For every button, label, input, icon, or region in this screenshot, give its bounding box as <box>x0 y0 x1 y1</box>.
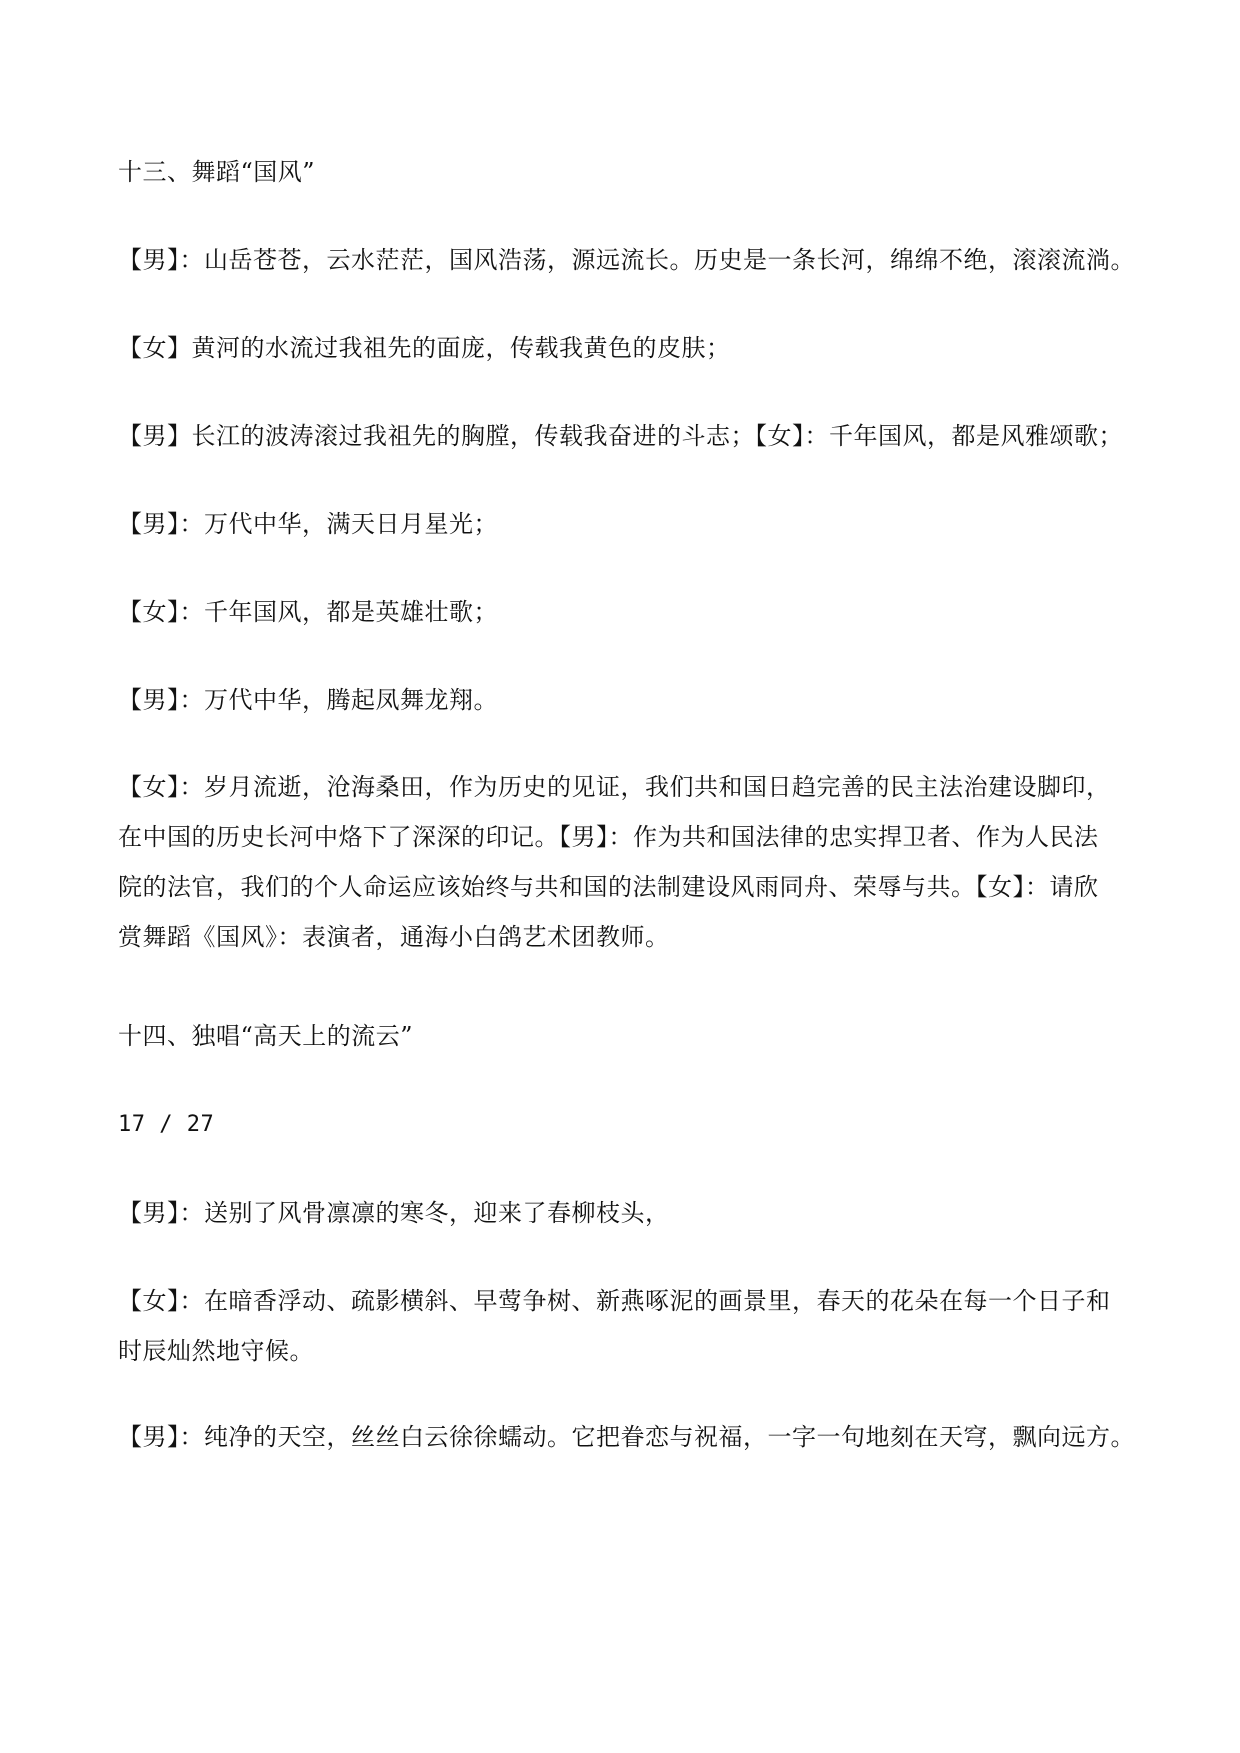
section-heading-14: 十四、独唱“高天上的流云” <box>118 1022 414 1050</box>
paragraph-row: 在中国的历史长河中烙下了深深的印记。【男】：作为共和国法律的忠实捍卫者、作为人民法 <box>118 823 1099 851</box>
section-heading-13: 十三、舞蹈“国风” <box>118 158 316 186</box>
paragraph-row: 赏舞蹈《国风》：表演者，通海小白鸽艺术团教师。 <box>118 923 670 951</box>
paragraph-row: 【女】：在暗香浮动、疏影横斜、早莺争树、新燕啄泥的画景里，春天的花朵在每一个日子和 <box>118 1287 1111 1315</box>
dialogue-line: 【男】：纯净的天空，丝丝白云徐徐蠕动。它把眷恋与祝福，一字一句地刻在天穹，飘向远方。 <box>118 1423 1135 1451</box>
dialogue-line: 【男】：送别了风骨凛凛的寒冬，迎来了春柳枝头， <box>118 1199 670 1227</box>
dialogue-paragraph <box>118 762 1128 962</box>
paragraph-row: 院的法官，我们的个人命运应该始终与共和国的法制建设风雨同舟、荣辱与共。【女】：请欣 <box>118 873 1099 901</box>
dialogue-line: 【男】：山岳苍苍，云水茫茫，国风浩荡，源远流长。历史是一条长河，绵绵不绝，滚滚流淌。 <box>118 246 1135 274</box>
dialogue-line: 【男】：万代中华，腾起凤舞龙翔。 <box>118 686 498 714</box>
paragraph-row: 时辰灿然地守候。 <box>118 1337 314 1365</box>
dialogue-line: 【男】：万代中华，满天日月星光； <box>118 510 498 538</box>
page-number: 17 / 27 <box>118 1112 215 1137</box>
dialogue-line: 【女】黄河的水流过我祖先的面庞，传载我黄色的皮肤； <box>118 334 731 362</box>
dialogue-line: 【男】长江的波涛滚过我祖先的胸膛，传载我奋进的斗志；【女】：千年国风，都是风雅颂歌； <box>118 422 1123 450</box>
paragraph-row: 【女】：岁月流逝，沧海桑田，作为历史的见证，我们共和国日趋完善的民主法治建设脚印， <box>118 773 1111 801</box>
dialogue-line: 【女】：千年国风，都是英雄壮歌； <box>118 598 498 626</box>
dialogue-paragraph <box>118 1276 1128 1376</box>
